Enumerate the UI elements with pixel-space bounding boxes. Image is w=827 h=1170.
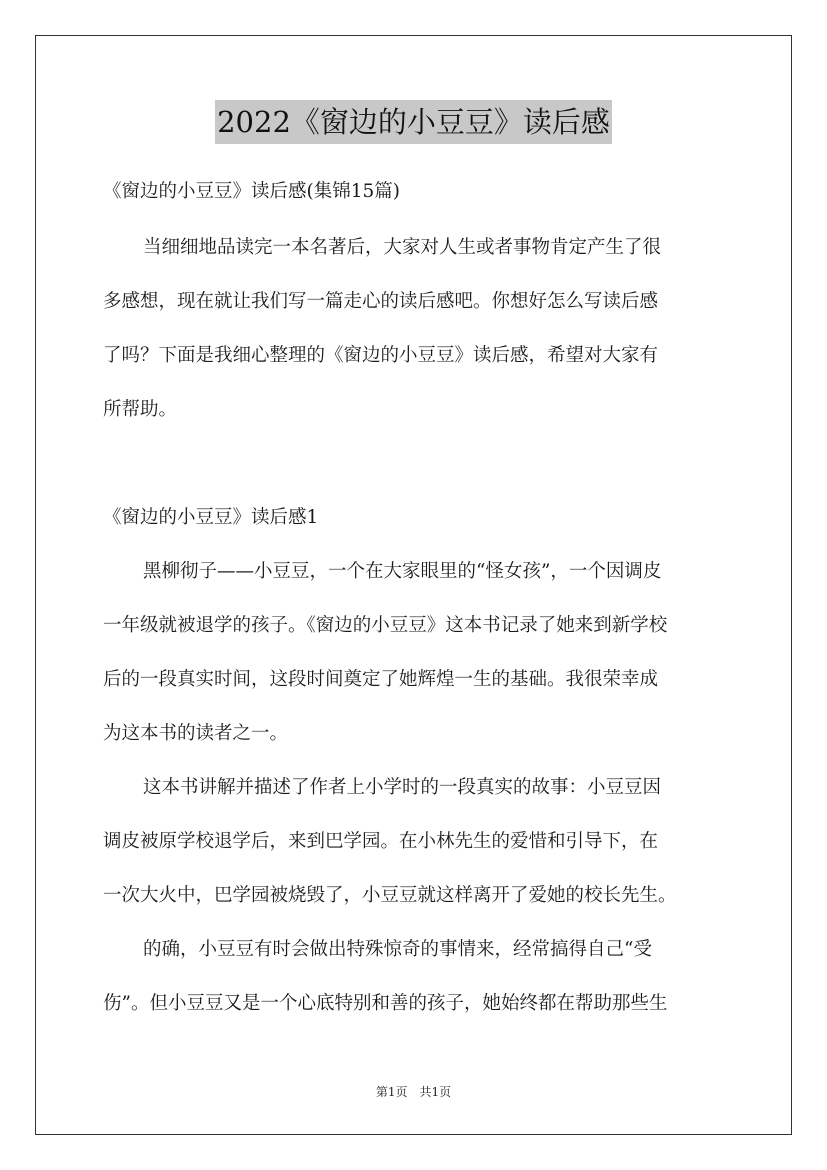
intro-line-4: 所帮助。 bbox=[103, 399, 178, 420]
intro-line-3: 了吗？下面是我细心整理的《窗边的小豆豆》读后感，希望对大家有 bbox=[103, 345, 659, 366]
para3-line-2: 伤”。但小豆豆又是一个心底特别和善的孩子，她始终都在帮助那些生 bbox=[103, 993, 668, 1014]
para2-line-2: 调皮被原学校退学后，来到巴学园。在小林先生的爱惜和引导下，在 bbox=[103, 831, 659, 852]
para1-line-4: 为这本书的读者之一。 bbox=[103, 723, 289, 744]
intro-line-2: 多感想，现在就让我们写一篇走心的读后感吧。你想好怎么写读后感 bbox=[103, 291, 659, 312]
section-heading: 《窗边的小豆豆》读后感1 bbox=[103, 507, 319, 528]
document-subtitle: 《窗边的小豆豆》读后感(集锦15篇) bbox=[103, 181, 400, 202]
para1-line-1: 黑柳彻子——小豆豆，一个在大家眼里的“怪女孩”，一个因调皮 bbox=[143, 561, 662, 582]
title-container bbox=[0, 100, 827, 144]
para2-line-3: 一次大火中，巴学园被烧毁了，小豆豆就这样离开了爱她的校长先生。 bbox=[103, 885, 677, 906]
page-footer: 第1页 共1页 bbox=[375, 1085, 452, 1099]
para1-line-2: 一年级就被退学的孩子。《窗边的小豆豆》这本书记录了她来到新学校 bbox=[103, 615, 668, 636]
para3-line-1: 的确，小豆豆有时会做出特殊惊奇的事情来，经常搞得自己“受 bbox=[143, 939, 652, 960]
intro-line-1: 当细细地品读完一本名著后，大家对人生或者事物肯定产生了很 bbox=[143, 237, 662, 258]
para2-line-1: 这本书讲解并描述了作者上小学时的一段真实的故事：小豆豆因 bbox=[143, 777, 662, 798]
document-title: 2022《窗边的小豆豆》读后感 bbox=[215, 100, 612, 144]
para1-line-3: 后的一段真实时间，这段时间奠定了她辉煌一生的基础。我很荣幸成 bbox=[103, 669, 659, 690]
